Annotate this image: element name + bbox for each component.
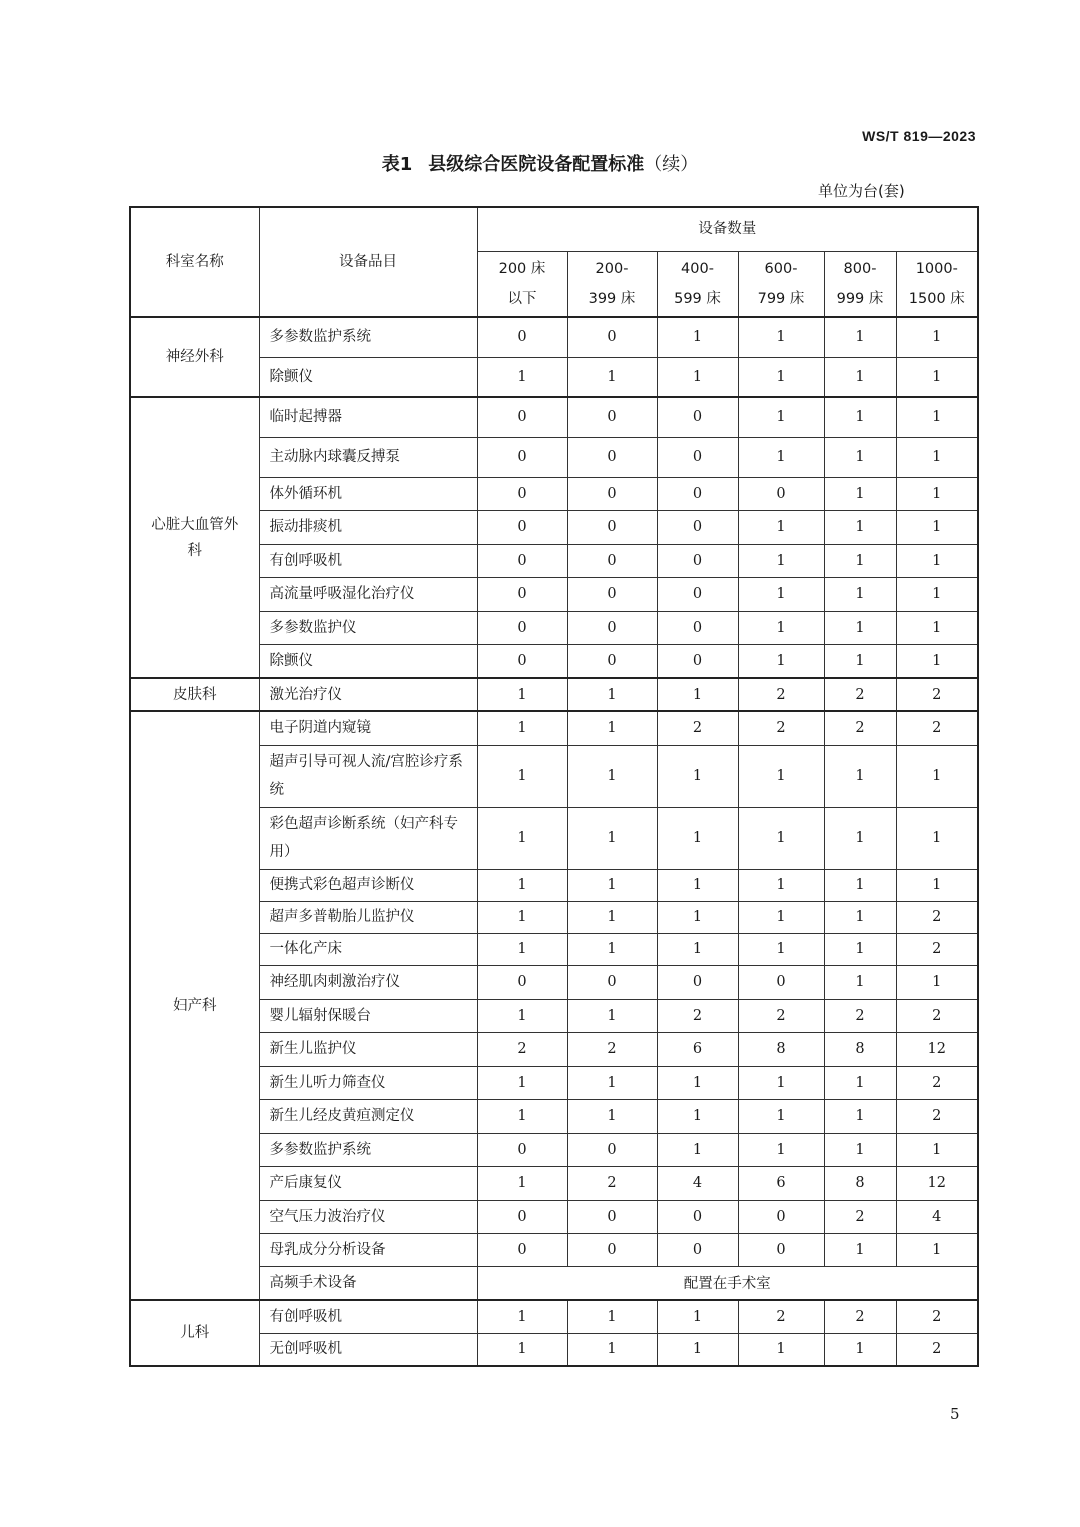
qty-cell: 1	[824, 544, 896, 577]
qty-cell: 0	[477, 1233, 567, 1266]
qty-cell: 2	[824, 999, 896, 1032]
qty-cell: 1	[567, 745, 657, 807]
qty-cell: 1	[657, 1300, 738, 1333]
qty-cell: 0	[567, 1233, 657, 1266]
item-cell: 多参数监护系统	[259, 1133, 477, 1166]
qty-cell: 6	[738, 1166, 824, 1200]
table-row	[130, 397, 978, 437]
table-title	[0, 150, 1080, 176]
qty-cell: 1	[824, 869, 896, 901]
qty-cell: 1	[477, 1099, 567, 1133]
qty-cell: 1	[477, 678, 567, 711]
qty-cell: 1	[738, 1099, 824, 1133]
qty-cell: 2	[896, 678, 978, 711]
item-header: 设备品目	[259, 207, 477, 317]
qty-cell: 1	[738, 901, 824, 933]
table-body	[130, 317, 978, 1366]
qty-cell: 0	[657, 965, 738, 999]
qty-cell: 2	[824, 678, 896, 711]
qty-cell: 1	[738, 510, 824, 544]
qty-cell: 0	[657, 1233, 738, 1266]
qty-cell: 0	[738, 1233, 824, 1266]
qty-cell: 1	[738, 933, 824, 965]
item-cell: 便携式彩色超声诊断仪	[259, 869, 477, 901]
item-cell: 空气压力波治疗仪	[259, 1200, 477, 1233]
qty-cell: 2	[824, 1200, 896, 1233]
qty-cell: 1	[567, 678, 657, 711]
equipment-table	[129, 206, 979, 1367]
qty-cell: 0	[477, 611, 567, 644]
table-title-text: 县级综合医院设备配置标准	[428, 154, 645, 175]
qty-cell: 1	[657, 869, 738, 901]
qty-cell: 0	[657, 437, 738, 477]
item-cell: 一体化产床	[259, 933, 477, 965]
qty-cell: 0	[477, 965, 567, 999]
qty-cell: 4	[896, 1200, 978, 1233]
qty-cell: 0	[657, 397, 738, 437]
qty-cell: 1	[657, 1333, 738, 1366]
qty-cell: 0	[567, 544, 657, 577]
standard-code: WS/T 819—2023	[862, 128, 976, 144]
qty-cell: 1	[567, 1333, 657, 1366]
qty-cell: 0	[738, 965, 824, 999]
bed-header-1: 200- 399 床	[567, 251, 657, 317]
qty-cell: 1	[657, 807, 738, 869]
qty-cell: 1	[824, 437, 896, 477]
qty-cell: 6	[657, 1032, 738, 1066]
item-cell: 高流量呼吸湿化治疗仪	[259, 577, 477, 611]
qty-cell: 1	[477, 357, 567, 397]
qty-cell: 1	[657, 317, 738, 357]
item-cell: 彩色超声诊断系统（妇产科专用）	[259, 807, 477, 869]
qty-cell: 0	[567, 644, 657, 678]
qty-cell: 1	[567, 869, 657, 901]
qty-cell: 1	[896, 577, 978, 611]
bed-header-4: 800- 999 床	[824, 251, 896, 317]
qty-cell: 2	[896, 933, 978, 965]
qty-cell: 12	[896, 1166, 978, 1200]
qty-cell: 1	[567, 1300, 657, 1333]
qty-cell: 0	[567, 577, 657, 611]
qty-cell: 1	[824, 357, 896, 397]
item-cell: 神经肌肉刺激治疗仪	[259, 965, 477, 999]
qty-cell: 2	[738, 678, 824, 711]
note-cell: 配置在手术室	[477, 1266, 978, 1300]
qty-cell: 1	[657, 678, 738, 711]
item-cell: 除颤仪	[259, 357, 477, 397]
qty-cell: 1	[477, 869, 567, 901]
qty-cell: 1	[896, 745, 978, 807]
qty-cell: 1	[896, 1233, 978, 1266]
item-cell: 母乳成分分析设备	[259, 1233, 477, 1266]
qty-cell: 1	[896, 965, 978, 999]
item-cell: 新生儿监护仪	[259, 1032, 477, 1066]
header-row-1	[130, 207, 978, 251]
qty-cell: 1	[657, 901, 738, 933]
qty-cell: 1	[896, 397, 978, 437]
qty-cell: 0	[657, 544, 738, 577]
qty-cell: 1	[824, 317, 896, 357]
qty-cell: 2	[738, 1300, 824, 1333]
item-cell: 婴儿辐射保暖台	[259, 999, 477, 1032]
qty-cell: 1	[567, 933, 657, 965]
item-cell: 多参数监护仪	[259, 611, 477, 644]
qty-cell: 0	[477, 1200, 567, 1233]
item-cell: 有创呼吸机	[259, 544, 477, 577]
qty-cell: 1	[738, 544, 824, 577]
item-cell: 振动排痰机	[259, 510, 477, 544]
qty-cell: 0	[567, 611, 657, 644]
qty-cell: 1	[657, 1066, 738, 1099]
qty-cell: 0	[477, 1133, 567, 1166]
qty-cell: 1	[824, 1066, 896, 1099]
qty-cell: 0	[477, 644, 567, 678]
qty-cell: 0	[477, 510, 567, 544]
qty-cell: 1	[896, 644, 978, 678]
qty-cell: 0	[477, 317, 567, 357]
qty-cell: 0	[657, 644, 738, 678]
qty-cell: 0	[477, 437, 567, 477]
qty-cell: 0	[567, 397, 657, 437]
qty-cell: 1	[657, 933, 738, 965]
qty-cell: 0	[567, 1200, 657, 1233]
qty-cell: 0	[567, 510, 657, 544]
qty-cell: 1	[824, 611, 896, 644]
qty-cell: 1	[824, 965, 896, 999]
qty-cell: 1	[824, 1099, 896, 1133]
item-cell: 新生儿听力筛查仪	[259, 1066, 477, 1099]
qty-cell: 1	[896, 1133, 978, 1166]
dept-cell: 儿科	[130, 1300, 259, 1366]
qty-cell: 1	[657, 357, 738, 397]
qty-cell: 1	[824, 397, 896, 437]
qty-cell: 0	[477, 544, 567, 577]
qty-cell: 1	[477, 1166, 567, 1200]
qty-cell: 2	[896, 711, 978, 745]
bed-header-0: 200 床 以下	[477, 251, 567, 317]
table-row	[130, 711, 978, 745]
qty-cell: 0	[477, 477, 567, 510]
qty-cell: 2	[896, 999, 978, 1032]
qty-cell: 2	[657, 711, 738, 745]
item-cell: 激光治疗仪	[259, 678, 477, 711]
item-cell: 临时起搏器	[259, 397, 477, 437]
qty-cell: 0	[567, 477, 657, 510]
qty-cell: 2	[477, 1032, 567, 1066]
qty-cell: 0	[657, 577, 738, 611]
qty-cell: 1	[824, 510, 896, 544]
qty-cell: 1	[738, 357, 824, 397]
qty-cell: 1	[657, 1133, 738, 1166]
qty-cell: 2	[567, 1166, 657, 1200]
qty-cell: 1	[477, 1300, 567, 1333]
table-continued-label: （续）	[644, 154, 699, 175]
qty-cell: 1	[896, 869, 978, 901]
bed-header-2: 400- 599 床	[657, 251, 738, 317]
qty-cell: 1	[738, 869, 824, 901]
item-cell: 除颤仪	[259, 644, 477, 678]
item-cell: 产后康复仪	[259, 1166, 477, 1200]
qty-cell: 1	[738, 437, 824, 477]
qty-cell: 1	[824, 745, 896, 807]
qty-cell: 1	[477, 745, 567, 807]
qty-header: 设备数量	[477, 207, 978, 251]
qty-cell: 1	[567, 999, 657, 1032]
dept-cell: 妇产科	[130, 711, 259, 1300]
qty-cell: 1	[824, 644, 896, 678]
item-cell: 超声引导可视人流/宫腔诊疗系统	[259, 745, 477, 807]
item-cell: 有创呼吸机	[259, 1300, 477, 1333]
qty-cell: 1	[477, 1066, 567, 1099]
qty-cell: 1	[477, 901, 567, 933]
qty-cell: 1	[824, 1333, 896, 1366]
qty-cell: 1	[824, 807, 896, 869]
qty-cell: 1	[738, 644, 824, 678]
qty-cell: 1	[738, 745, 824, 807]
qty-cell: 1	[738, 1133, 824, 1166]
qty-cell: 0	[477, 397, 567, 437]
dept-cell: 神经外科	[130, 317, 259, 397]
qty-cell: 1	[657, 745, 738, 807]
qty-cell: 0	[477, 577, 567, 611]
qty-cell: 1	[738, 317, 824, 357]
qty-cell: 1	[896, 544, 978, 577]
qty-cell: 2	[567, 1032, 657, 1066]
qty-cell: 0	[738, 1200, 824, 1233]
qty-cell: 1	[567, 1099, 657, 1133]
qty-cell: 8	[824, 1166, 896, 1200]
item-cell: 新生儿经皮黄疸测定仪	[259, 1099, 477, 1133]
dept-cell: 皮肤科	[130, 678, 259, 711]
qty-cell: 1	[896, 437, 978, 477]
qty-cell: 1	[567, 901, 657, 933]
dept-header: 科室名称	[130, 207, 259, 317]
qty-cell: 1	[738, 807, 824, 869]
qty-cell: 1	[738, 611, 824, 644]
qty-cell: 0	[738, 477, 824, 510]
table-number: 表1	[381, 154, 413, 175]
qty-cell: 8	[738, 1032, 824, 1066]
qty-cell: 1	[896, 317, 978, 357]
table-row	[130, 1300, 978, 1333]
qty-cell: 1	[824, 901, 896, 933]
page-number: 5	[950, 1405, 960, 1423]
qty-cell: 1	[738, 397, 824, 437]
item-cell: 主动脉内球囊反搏泵	[259, 437, 477, 477]
qty-cell: 0	[657, 611, 738, 644]
item-cell: 无创呼吸机	[259, 1333, 477, 1366]
qty-cell: 1	[896, 807, 978, 869]
qty-cell: 8	[824, 1032, 896, 1066]
qty-cell: 1	[824, 1133, 896, 1166]
qty-cell: 1	[567, 711, 657, 745]
qty-cell: 4	[657, 1166, 738, 1200]
unit-note: 单位为台(套)	[818, 182, 905, 200]
qty-cell: 1	[896, 611, 978, 644]
qty-cell: 1	[477, 807, 567, 869]
qty-cell: 2	[896, 1099, 978, 1133]
qty-cell: 1	[738, 577, 824, 611]
qty-cell: 2	[657, 999, 738, 1032]
qty-cell: 0	[567, 1133, 657, 1166]
qty-cell: 1	[477, 1333, 567, 1366]
qty-cell: 0	[657, 510, 738, 544]
qty-cell: 2	[896, 1300, 978, 1333]
qty-cell: 1	[824, 477, 896, 510]
qty-cell: 2	[896, 1066, 978, 1099]
qty-cell: 1	[657, 1099, 738, 1133]
qty-cell: 0	[657, 1200, 738, 1233]
qty-cell: 12	[896, 1032, 978, 1066]
qty-cell: 2	[824, 1300, 896, 1333]
qty-cell: 1	[824, 577, 896, 611]
qty-cell: 1	[477, 933, 567, 965]
dept-cell: 心脏大血管外科	[130, 397, 259, 678]
qty-cell: 1	[477, 711, 567, 745]
qty-cell: 2	[738, 999, 824, 1032]
table-row	[130, 317, 978, 357]
qty-cell: 1	[824, 1233, 896, 1266]
qty-cell: 2	[896, 1333, 978, 1366]
qty-cell: 1	[896, 477, 978, 510]
table-row	[130, 678, 978, 711]
qty-cell: 0	[567, 965, 657, 999]
qty-cell: 2	[896, 901, 978, 933]
qty-cell: 1	[477, 999, 567, 1032]
qty-cell: 0	[657, 477, 738, 510]
qty-cell: 1	[896, 510, 978, 544]
qty-cell: 1	[567, 357, 657, 397]
qty-cell: 0	[567, 437, 657, 477]
qty-cell: 2	[824, 711, 896, 745]
item-cell: 多参数监护系统	[259, 317, 477, 357]
item-cell: 高频手术设备	[259, 1266, 477, 1300]
qty-cell: 1	[896, 357, 978, 397]
qty-cell: 1	[824, 933, 896, 965]
bed-header-3: 600- 799 床	[738, 251, 824, 317]
qty-cell: 2	[738, 711, 824, 745]
qty-cell: 1	[567, 807, 657, 869]
bed-header-5: 1000- 1500 床	[896, 251, 978, 317]
item-cell: 超声多普勒胎儿监护仪	[259, 901, 477, 933]
qty-cell: 1	[567, 1066, 657, 1099]
item-cell: 电子阴道内窥镜	[259, 711, 477, 745]
item-cell: 体外循环机	[259, 477, 477, 510]
qty-cell: 1	[738, 1066, 824, 1099]
qty-cell: 1	[738, 1333, 824, 1366]
qty-cell: 0	[567, 317, 657, 357]
